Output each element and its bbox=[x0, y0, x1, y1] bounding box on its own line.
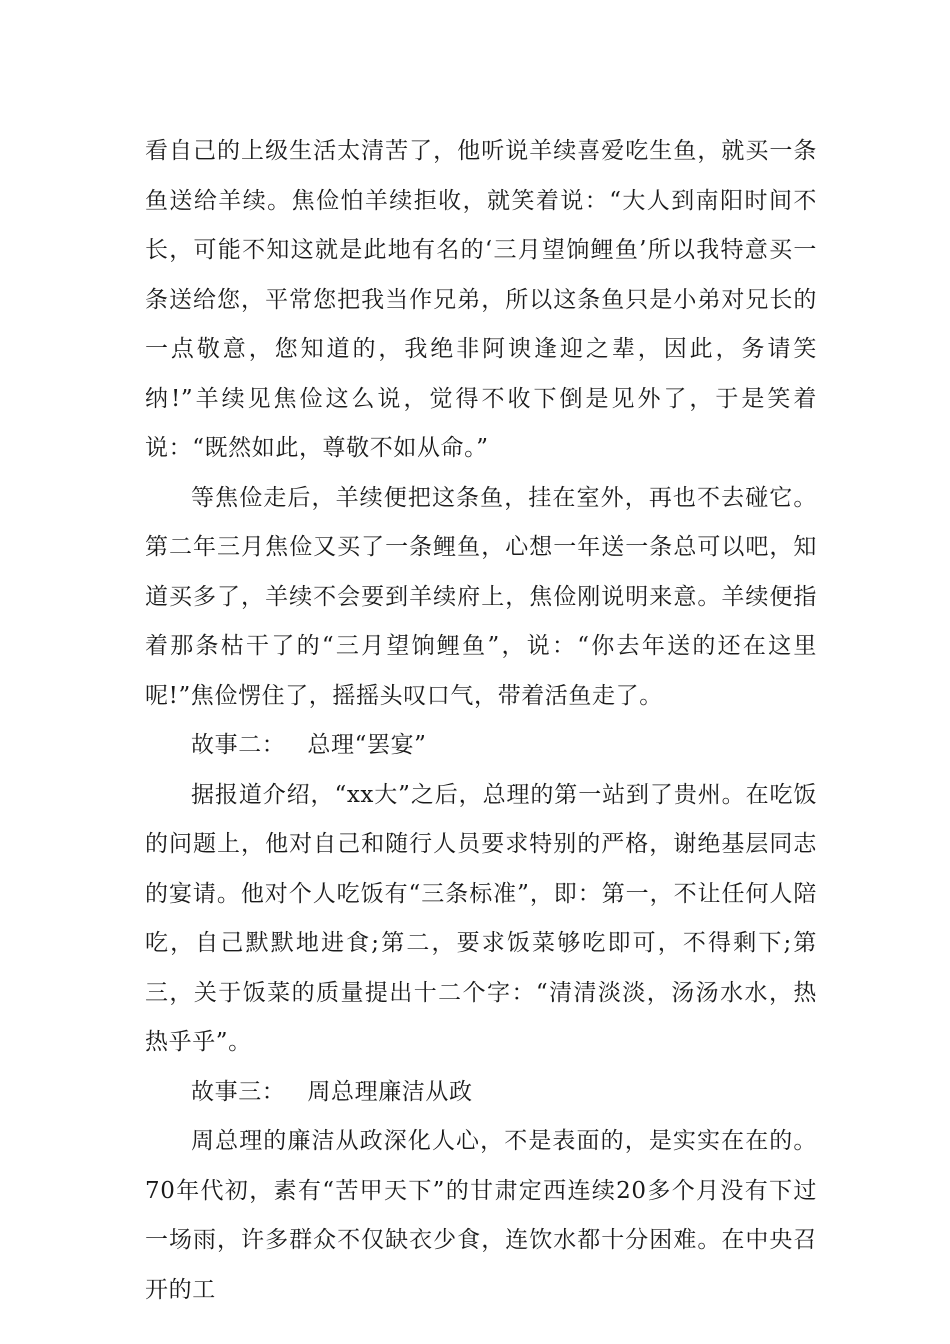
story-three-heading bbox=[145, 1068, 817, 1118]
story-three-label: 故事三： bbox=[191, 1078, 286, 1105]
paragraph-yang-xu-fish: 等焦俭走后，羊续便把这条鱼，挂在室外，再也不去碰它。第二年三月焦俭又买了一条鲤鱼，心想一年送一条总可以吧，知道买多了，羊续不会要到羊续府上，焦俭刚说明来意。羊续便指着那条枯干了的“三月望饷鲤鱼”，说：“你去年送的还在这里呢!”焦俭愣住了，摇摇头叹口气，带着活鱼走了。 bbox=[145, 484, 817, 709]
story-two-heading bbox=[145, 721, 817, 771]
story-two-title: 总理“罢宴” bbox=[307, 732, 427, 758]
paragraph-zhou-integrity: 周总理的廉洁从政深化人心，不是表面的，是实实在在的。70年代初，素有“苦甲天下”的甘肃定西连续20多个月没有下过一场雨，许多群众不仅缺衣少食，连饮水都十分困难。在中央召开的工 bbox=[145, 1128, 817, 1303]
story-two-label: 故事二： bbox=[191, 732, 286, 758]
document-body bbox=[145, 127, 817, 1315]
story-three-title: 周总理廉洁从政 bbox=[307, 1078, 473, 1105]
paragraph-premier-meals: 据报道介绍，“xx大”之后，总理的第一站到了贵州。在吃饭的问题上，他对自己和随行人员要求特别的严格，谢绝基层同志的宴请。他对个人吃饭有“三条标准”，即：第一，不让任何人陪吃，自己默默地进食;第二，要求饭菜够吃即可，不得剩下;第三，关于饭菜的质量提出十二个字：“清清淡淡，汤汤水水，热热乎乎”。 bbox=[145, 781, 817, 1055]
paragraph-yang-xu-gift: 看自己的上级生活太清苦了，他听说羊续喜爱吃生鱼，就买一条鱼送给羊续。焦俭怕羊续拒收，就笑着说：“大人到南阳时间不长，可能不知这就是此地有名的‘三月望饷鲤鱼’所以我特意买一条送给您，平常您把我当作兄弟，所以这条鱼只是小弟对兄长的一点敬意，您知道的，我绝非阿谀逢迎之辈，因此，务请笑纳!”羊续见焦俭这么说，觉得不收下倒是见外了，于是笑着说：“既然如此，尊敬不如从命。” bbox=[145, 138, 817, 461]
